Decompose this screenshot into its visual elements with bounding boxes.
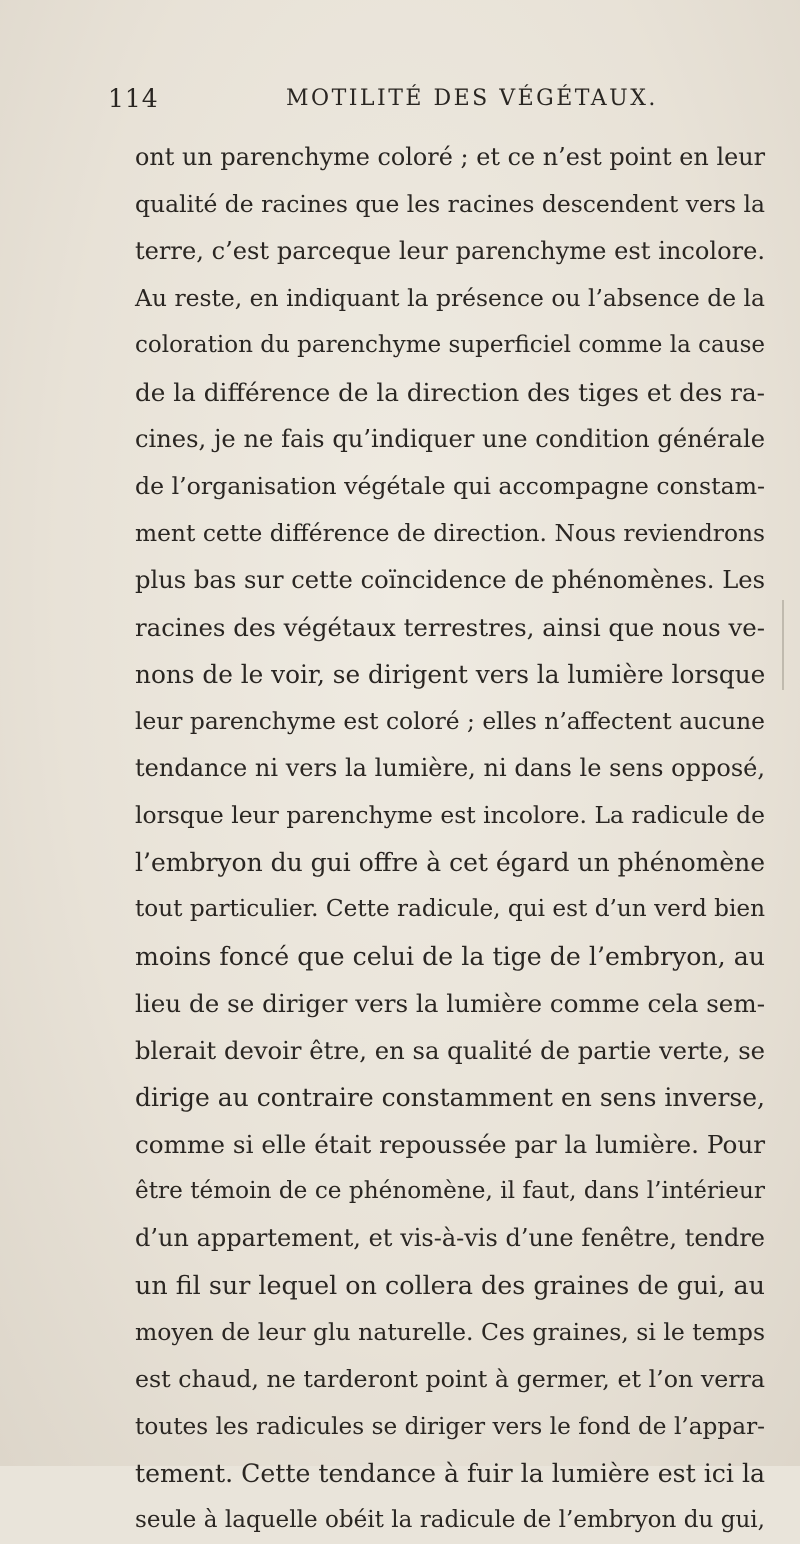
text-line: Au reste, en indiquant la présence ou l’absence de la: [135, 284, 765, 312]
page-number: 114: [108, 84, 159, 113]
page-edge-mark: [782, 600, 784, 690]
text-line: tout particulier. Cette radicule, qui est d’un verd bien: [135, 896, 765, 922]
page-header: [108, 84, 748, 124]
text-line: l’embryon du gui offre à cet égard un phénomène: [135, 848, 766, 877]
text-line: toutes les radicules se diriger vers le fond de l’appar-: [135, 1413, 765, 1440]
text-line: moyen de leur glu naturelle. Ces graines, si le temps: [135, 1318, 765, 1346]
text-line: plus bas sur cette coïncidence de phénomènes. Les: [135, 566, 765, 594]
text-line: coloration du parenchyme superficiel comme la cause: [135, 332, 765, 358]
text-line: ont un parenchyme coloré ; et ce n’est point en leur: [135, 143, 765, 171]
text-line: lieu de se diriger vers la lumière comme cela sem-: [135, 989, 765, 1018]
text-line: tement. Cette tendance à fuir la lumière est ici la: [135, 1459, 765, 1488]
text-line: terre, c’est parceque leur parenchyme est incolore.: [135, 237, 765, 265]
text-line: est chaud, ne tarderont point à germer, et l’on verra: [135, 1365, 765, 1393]
text-line: de la différence de la direction des tiges et des ra-: [135, 378, 765, 407]
text-line: lorsque leur parenchyme est incolore. La radicule de: [135, 801, 765, 829]
text-line: d’un appartement, et vis-à-vis d’une fenêtre, tendre: [135, 1224, 765, 1252]
text-line: nons de le voir, se dirigent vers la lumière lorsque: [135, 660, 766, 689]
body-text: [135, 134, 765, 1544]
text-line: moins foncé que celui de la tige de l’embryon, au: [135, 942, 765, 971]
text-line: blerait devoir être, en sa qualité de partie verte, se: [135, 1036, 765, 1065]
running-title: MOTILITÉ DES VÉGÉTAUX.: [286, 86, 658, 111]
text-line: dirige au contraire constamment en sens inverse,: [135, 1083, 765, 1112]
text-line: ment cette différence de direction. Nous reviendrons: [135, 519, 765, 547]
text-line: seule à laquelle obéit la radicule de l’embryon du gui,: [135, 1507, 765, 1533]
text-line: un fil sur lequel on collera des graines de gui, au: [135, 1270, 765, 1300]
text-line: racines des végétaux terrestres, ainsi que nous ve-: [135, 613, 765, 642]
text-line: tendance ni vers la lumière, ni dans le sens opposé,: [135, 754, 765, 782]
text-line: leur parenchyme est coloré ; elles n’affectent aucune: [135, 707, 765, 735]
text-line: cines, je ne fais qu’indiquer une condition générale: [135, 425, 765, 453]
text-line: de l’organisation végétale qui accompagne constam-: [135, 472, 765, 500]
text-line: comme si elle était repoussée par la lumière. Pour: [135, 1130, 765, 1159]
text-line: qualité de racines que les racines descendent vers la: [135, 190, 765, 218]
text-line: être témoin de ce phénomène, il faut, dans l’intérieur: [135, 1178, 765, 1204]
